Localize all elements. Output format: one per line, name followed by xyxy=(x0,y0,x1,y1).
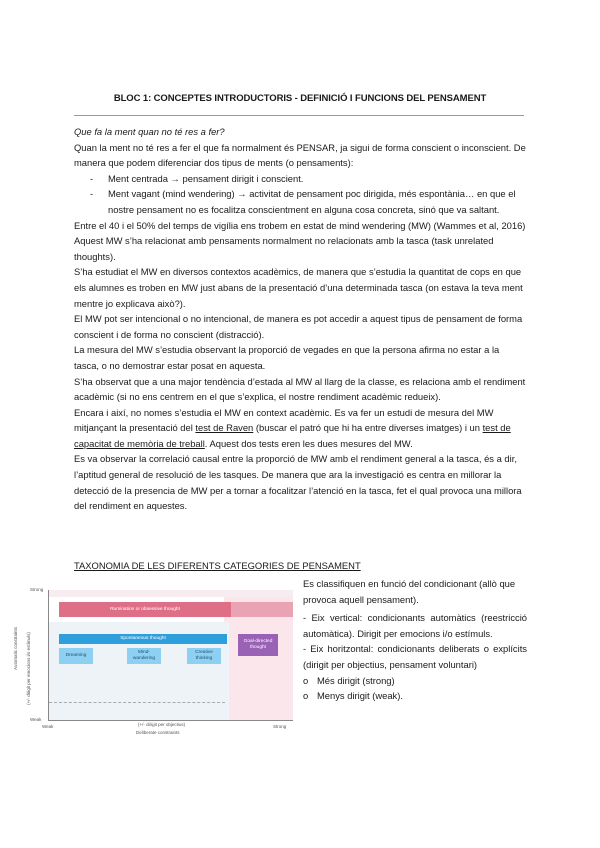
x-axis-sublabel: (+/- dirigit per objectius) xyxy=(138,722,186,727)
dreaming-box: Dreaming xyxy=(59,648,93,664)
y-axis-sublabel: (+/- dirigit per emocions i/o estímuls) xyxy=(25,632,31,705)
option-marker: o xyxy=(303,674,309,686)
paragraph: Aquest MW s’ha relacionat amb pensaments normalment no relacionats amb la tasca (task unrelated thoughts). xyxy=(74,235,494,262)
memory-test-term: test de capacitat de memòria de treball xyxy=(74,422,511,449)
taxonomy-figure xyxy=(13,582,296,742)
bullet-text: Ment vagant (mind wendering) → activitat de pensament poc dirigida, més espontània… en que el nostre pensament no es focalitza conscientment en alguna cosa concreta, sinó que va saltant. xyxy=(108,188,516,215)
option-marker: o xyxy=(303,690,309,702)
list-item xyxy=(74,171,526,187)
raven-test-term: test de Raven xyxy=(195,422,254,434)
top-zone xyxy=(49,590,293,597)
paragraph: El MW pot ser intencional o no intencional, de manera es pot accedir a aquest tipus de pensament de forma conscient i de forma no conscient (distracció). xyxy=(74,313,523,340)
note: - Eix vertical: condicionants automàtics (reestricció automàtica). Dirigit per emocions i/o estímuls. xyxy=(303,612,527,639)
taxonomy-notes xyxy=(303,576,527,704)
x-tick-weak: Weak xyxy=(42,724,54,729)
option-item xyxy=(303,673,527,689)
dashed-line xyxy=(49,702,225,703)
option-text: Menys dirigit (weak). xyxy=(317,690,403,702)
list-item xyxy=(74,186,526,217)
creative-thinking-box: Creative thinking xyxy=(187,648,221,664)
rumination-extension xyxy=(231,602,293,617)
section-heading: TAXONOMIA DE LES DIFERENTS CATEGORIES DE PENSAMENT xyxy=(74,560,361,571)
paragraph xyxy=(74,405,526,452)
body-text xyxy=(74,124,526,514)
paragraph: Entre el 40 i el 50% del temps de vigília ens trobem en estat de mind wendering (MW) (Wammes et al, 2016) xyxy=(74,219,526,231)
option-text: Més dirigit (strong) xyxy=(317,674,395,686)
text-run: (buscar el patró que hi ha entre diverses imatges) i un xyxy=(253,422,483,434)
bullet-text: Ment centrada → pensament dirigit i conscient. xyxy=(108,172,304,184)
mind-wandering-box: Mind-wandering xyxy=(127,648,161,664)
note: Es classifiquen en funció del condicionant (allò que provoca aquell pensament). xyxy=(303,578,516,605)
page-title: BLOC 1: CONCEPTES INTRODUCTORIS - DEFINICIÓ I FUNCIONS DEL PENSAMENT xyxy=(113,93,487,104)
paragraph: La mesura del MW s’estudia observant la proporció de vegades en que la persona afirma no estar a la tasca, o no demostrar estar posat en aquesta. xyxy=(74,344,500,371)
y-tick-weak: Weak xyxy=(30,717,42,722)
y-axis-label: Automatic constraints xyxy=(13,626,19,671)
text-run: Encara i així, no nomes s’estudia el MW en context acadèmic. Es va fer un estudi de mesura del MW mitjançant la presentació del xyxy=(74,406,494,434)
text-run: . Aquest dos tests eren les dues mesures del MW. xyxy=(204,437,413,449)
bullet-dash: - xyxy=(90,188,94,200)
paragraph: S’ha estudiat el MW en diversos contextos acadèmics, de manera que s’estudia la quantitat de cops en que els alumnes es troben en MW just abans de la presentació d’una determinada tasca (on estava la teva ment mentre jo explicava això?). xyxy=(74,266,523,309)
goal-directed-box: Goal-directed thought xyxy=(238,634,278,656)
option-item xyxy=(303,688,527,704)
plot-area xyxy=(48,590,293,721)
question: Que fa la ment quan no té res a fer? xyxy=(74,126,225,137)
paragraph: S’ha observat que a una major tendència d’estada al MW al llarg de la classe, es relaciona amb el rendiment acadèmic (si no ens centrem en el que s’explica, el nostre rendiment acadèmic redueix). xyxy=(74,375,526,403)
intro-paragraph: Quan la ment no té res a fer el que fa normalment és PENSAR, ja sigui de forma conscient o inconscient. De manera que podem diferenciar dos tipus de ments (o pensaments): xyxy=(74,141,526,169)
spontaneous-bar: Spontaneous thought xyxy=(59,634,227,644)
y-tick-strong: Strong xyxy=(30,587,44,592)
title-divider xyxy=(74,115,524,116)
bullet-dash: - xyxy=(90,172,94,184)
x-axis-label: Deliberate constraints xyxy=(136,730,180,735)
note: - Eix horitzontal: condicionants deliberats o explícits (dirigit per objectius, pensament voluntari) xyxy=(303,643,527,670)
rumination-box: Rumination or obsessive thought xyxy=(59,602,231,617)
paragraph: Es va observar la correlació causal entre la proporció de MW amb el rendiment general a la tasca, és a dir, l’aptitud general de resolució de les tasques. De manera que ara la investigació es centra en millorar la detecció de la presencia de MW per a tornar a focalitzar l’atenció en la tasca, fet el qual provoca una millora del rendiment en aquestes. xyxy=(74,453,522,512)
x-tick-strong: Strong xyxy=(273,724,287,729)
